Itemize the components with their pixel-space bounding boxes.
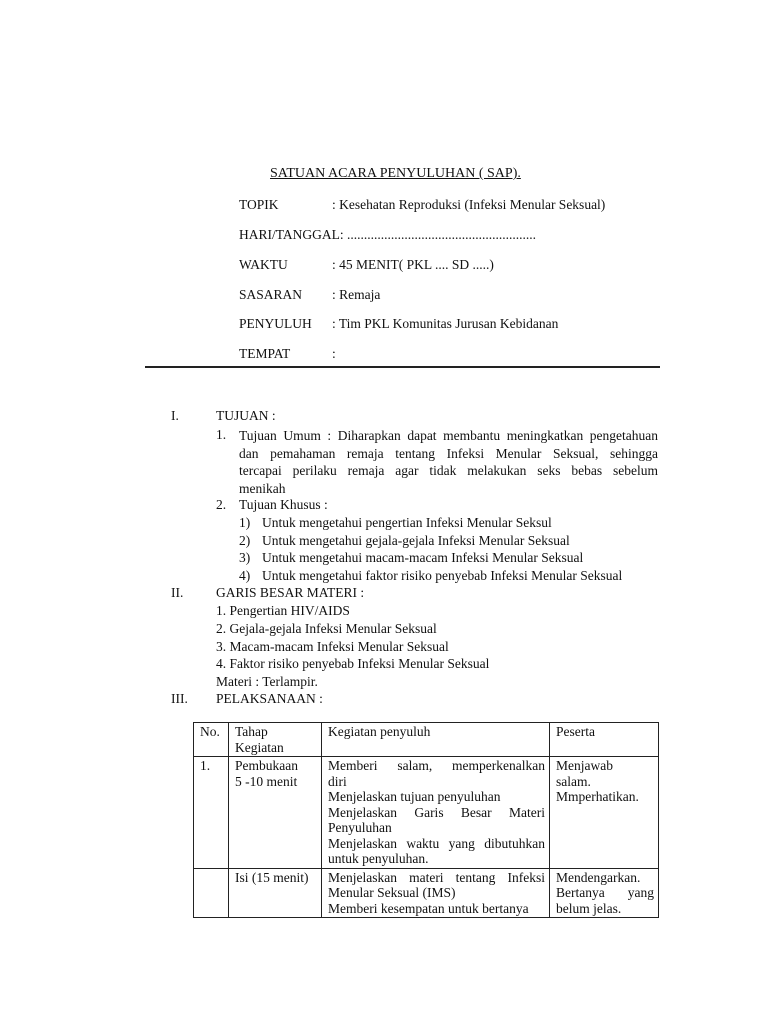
tujuan-umum-line-3: tercapai perilaku remaja agar tidak melakukan seks bebas sebelum	[239, 463, 658, 478]
row1-keg-line-1: Memberi salam, memperkenalkan	[328, 758, 545, 773]
khusus-item-3-num: 3)	[239, 550, 251, 565]
table-row	[194, 757, 659, 869]
row1-peserta-line-1: Menjawab	[556, 758, 613, 773]
table-row	[194, 868, 659, 918]
field-topik-value: : Kesehatan Reproduksi (Infeksi Menular Seksual)	[332, 197, 606, 212]
row2-peserta-line-3: belum jelas.	[556, 900, 622, 916]
materi-item-1: 1. Pengertian HIV/AIDS	[216, 603, 350, 618]
section-2-heading: GARIS BESAR MATERI :	[216, 585, 365, 600]
header-no: No.	[194, 723, 229, 757]
field-sasaran-label: SASARAN	[239, 287, 303, 302]
header-divider	[145, 366, 660, 368]
tujuan-umum-line-4: menikah	[239, 480, 286, 496]
row1-peserta	[550, 757, 659, 869]
field-tempat-label: TEMPAT	[239, 346, 291, 361]
khusus-item-4-text: Untuk mengetahui faktor risiko penyebab Infeksi Menular Seksual	[262, 568, 623, 583]
row1-keg-line-6: Menjelaskan waktu yang dibutuhkan	[328, 835, 545, 851]
document-title: SATUAN ACARA PENYULUHAN ( SAP).	[270, 166, 521, 181]
row1-keg-line-5: Penyuluhan	[328, 820, 392, 835]
row1-tahap-line-2: 5 -10 menit	[235, 773, 298, 789]
field-penyuluh-label: PENYULUH	[239, 316, 312, 331]
row2-kegiatan	[322, 868, 550, 918]
table-header-row	[194, 723, 659, 757]
pelaksanaan-table	[193, 722, 659, 918]
khusus-item-2-num: 2)	[239, 533, 251, 548]
section-1-number: I.	[171, 408, 179, 423]
row1-keg-line-2: diri	[328, 773, 347, 789]
khusus-item-1-text: Untuk mengetahui pengertian Infeksi Menular Seksul	[262, 515, 552, 530]
field-waktu-label: WAKTU	[239, 257, 288, 272]
row2-tahap: Isi (15 menit)	[229, 868, 322, 918]
materi-item-2: 2. Gejala-gejala Infeksi Menular Seksual	[216, 621, 437, 636]
row1-peserta-line-2: salam.	[556, 773, 591, 789]
header-kegiatan-penyuluh: Kegiatan penyuluh	[322, 723, 550, 757]
row1-keg-line-4: Menjelaskan Garis Besar Materi	[328, 804, 545, 820]
header-tahap	[229, 723, 322, 757]
field-penyuluh-value: : Tim PKL Komunitas Jurusan Kebidanan	[332, 316, 559, 331]
row2-peserta-line-1: Mendengarkan.	[556, 869, 641, 885]
row1-no: 1.	[194, 757, 229, 869]
khusus-item-1-num: 1)	[239, 515, 251, 530]
field-sasaran-value: : Remaja	[332, 287, 381, 302]
tujuan-umum-number: 1.	[216, 427, 227, 442]
tujuan-umum-text	[239, 427, 658, 497]
materi-item-3: 3. Macam-macam Infeksi Menular Seksual	[216, 639, 449, 654]
row1-tahap	[229, 757, 322, 869]
row2-keg-line-1: Menjelaskan materi tentang Infeksi	[328, 869, 545, 885]
row1-keg-line-7: untuk penyuluhan.	[328, 851, 429, 866]
header-tahap-line-1: Tahap	[235, 724, 268, 739]
section-2-number: II.	[171, 585, 184, 600]
row2-keg-line-3: Memberi kesempatan untuk bertanya	[328, 900, 529, 916]
khusus-item-3-text: Untuk mengetahui macam-macam Infeksi Menular Seksual	[262, 550, 584, 565]
row2-peserta	[550, 868, 659, 918]
section-3-number: III.	[171, 691, 188, 706]
tujuan-khusus-number: 2.	[216, 497, 227, 512]
row2-keg-line-2: Menular Seksual (IMS)	[328, 885, 456, 900]
header-peserta: Peserta	[550, 723, 659, 757]
section-1-heading: TUJUAN :	[216, 408, 276, 423]
row1-keg-line-3: Menjelaskan tujuan penyuluhan	[328, 789, 501, 804]
row1-peserta-line-3: Mmperhatikan.	[556, 789, 639, 804]
tujuan-khusus-label: Tujuan Khusus :	[239, 497, 328, 512]
section-3-heading: PELAKSANAAN :	[216, 691, 323, 706]
field-waktu-value: : 45 MENIT( PKL .... SD .....)	[332, 257, 494, 272]
row2-no	[194, 868, 229, 918]
field-hari-tanggal: HARI/TANGGAL: ........................................................	[239, 227, 537, 242]
khusus-item-2-text: Untuk mengetahui gejala-gejala Infeksi Menular Seksual	[262, 533, 570, 548]
khusus-item-4-num: 4)	[239, 568, 251, 583]
field-tempat-value: :	[332, 346, 336, 361]
row1-kegiatan	[322, 757, 550, 869]
tujuan-umum-line-2: dan pemahaman remaja tentang Infeksi Menular Seksual, sehingga	[239, 445, 658, 461]
materi-note: Materi : Terlampir.	[216, 674, 318, 689]
tujuan-umum-line-1: Tujuan Umum : Diharapkan dapat membantu meningkatkan pengetahuan	[239, 428, 658, 443]
row1-tahap-line-1: Pembukaan	[235, 758, 298, 773]
field-topik-label: TOPIK	[239, 197, 279, 212]
row2-peserta-line-2: Bertanya yang	[556, 885, 654, 900]
materi-item-4: 4. Faktor risiko penyebab Infeksi Menular Seksual	[216, 656, 490, 671]
header-tahap-line-2: Kegiatan	[235, 739, 284, 755]
